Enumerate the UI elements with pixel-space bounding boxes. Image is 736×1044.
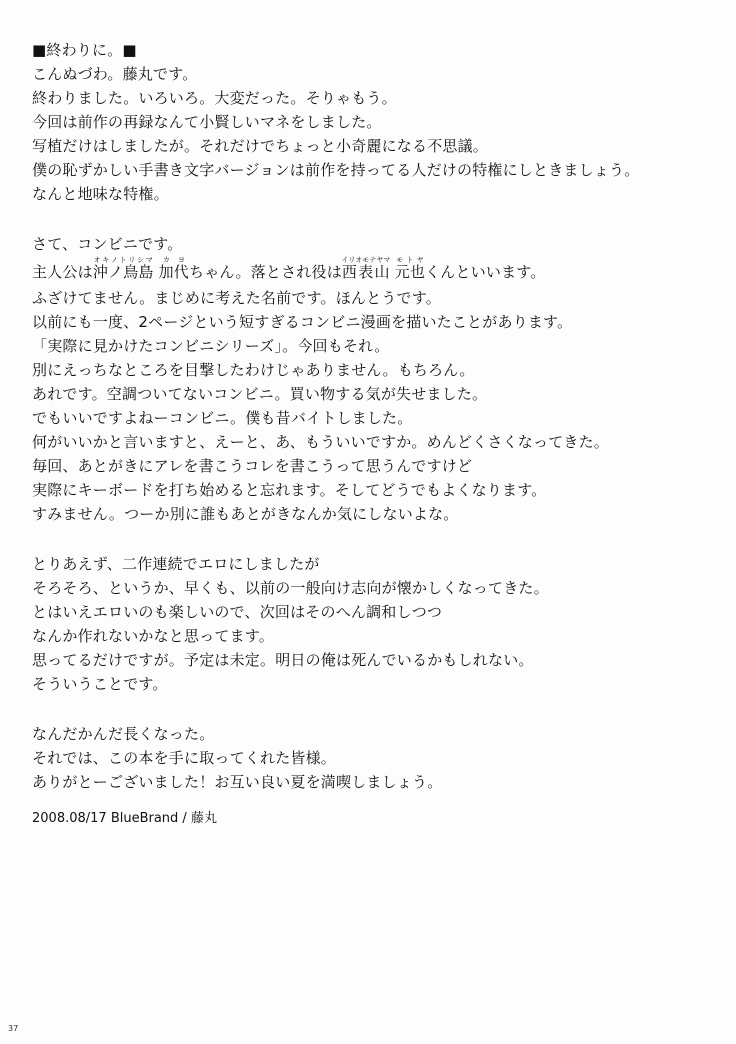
text-segment: 主人公は bbox=[32, 263, 93, 281]
text-line: 今回は前作の再録なんて小賢しいマネをしました。 bbox=[32, 113, 382, 131]
text-line: そういうことです。 bbox=[32, 675, 168, 693]
paragraph-2 bbox=[32, 232, 712, 526]
text-line: 終わりました。いろいろ。大変だった。そりゃもう。 bbox=[32, 89, 397, 107]
text-line: とはいえエロいのも楽しいので、次回はそのへん調和しつつ bbox=[32, 603, 443, 621]
text-line: こんぬづわ。藤丸です。 bbox=[32, 65, 198, 83]
paragraph-1 bbox=[32, 62, 712, 206]
afterword-text bbox=[32, 38, 712, 830]
text-segment: ちゃん。落とされ役は bbox=[189, 263, 342, 281]
text-line: ふざけてません。まじめに考えた名前です。ほんとうです。 bbox=[32, 289, 441, 307]
text-line: 何がいいかと言いますと、えーと、あ、もういいですか。めんどくさくなってきた。 bbox=[32, 433, 610, 451]
text-line: でもいいですよねーコンビニ。僕も昔バイトしました。 bbox=[32, 409, 413, 427]
text-line: ありがとーございました！お互い良い夏を満喫しましょう。 bbox=[32, 773, 443, 791]
signature: 2008.08/17 BlueBrand / 藤丸 bbox=[32, 811, 217, 826]
text-line: あれです。空調ついてないコンビニ。買い物する気が失せました。 bbox=[32, 385, 488, 403]
text-line: 以前にも一度、2ページという短すぎるコンビニ漫画を描いたことがあります。 bbox=[32, 313, 573, 331]
ruby-reading: カヨ bbox=[158, 256, 189, 264]
text-line: そろそろ、というか、早くも、以前の一般向け志向が懐かしくなってきた。 bbox=[32, 579, 549, 597]
ruby-reading: イリオモテヤマ bbox=[341, 256, 391, 264]
text-line: 毎回、あとがきにアレを書こうコレを書こうって思うんですけど bbox=[32, 457, 473, 475]
text-line: 「実際に見かけたコンビニシリーズ」。今回もそれ。 bbox=[32, 337, 390, 355]
paragraph-gap bbox=[32, 206, 712, 232]
text-line: なんだかんだ長くなった。 bbox=[32, 725, 215, 743]
text-line: なんか作れないかなと思ってます。 bbox=[32, 627, 275, 645]
hero-family-name: 沖ノ鳥島オキノトリシマ bbox=[92, 256, 154, 281]
ruby-reading: オキノトリシマ bbox=[92, 256, 154, 264]
paragraph-4 bbox=[32, 722, 712, 794]
text-line: 別にえっちなところを目撃したわけじゃありません。もちろん。 bbox=[32, 361, 475, 379]
text-line: さて、コンビニです。 bbox=[32, 235, 183, 253]
afterword-heading: ■終わりに。■ bbox=[32, 41, 137, 59]
text-line: なんと地味な特権。 bbox=[32, 185, 169, 203]
character-names-line bbox=[32, 256, 712, 286]
text-line: 僕の恥ずかしい手書き文字バージョンは前作を持ってる人だけの特権にしときましょう。 bbox=[32, 161, 640, 179]
paragraph-gap bbox=[32, 696, 712, 722]
paragraph-3 bbox=[32, 552, 712, 696]
paragraph-gap bbox=[32, 526, 712, 552]
text-line: すみません。つーか別に誰もあとがきなんか気にしないよな。 bbox=[32, 505, 459, 523]
text-line: それでは、この本を手に取ってくれた皆様。 bbox=[32, 749, 337, 767]
text-line: 写植だけはしましたが。それだけでちょっと小奇麗になる不思議。 bbox=[32, 137, 489, 155]
text-line: 実際にキーボードを打ち始めると忘れます。そしてどうでもよくなります。 bbox=[32, 481, 547, 499]
text-line: とりあえず、二作連続でエロにしましたが bbox=[32, 555, 320, 573]
text-line: 思ってるだけですが。予定は未定。明日の俺は死んでいるかもしれない。 bbox=[32, 651, 534, 669]
hero-given-name: 加代カヨ bbox=[158, 256, 189, 281]
text-segment: くんといいます。 bbox=[425, 263, 546, 281]
ruby-reading: モトヤ bbox=[394, 256, 426, 264]
page-number: 37 bbox=[8, 1024, 19, 1033]
villain-family-name: 西表山イリオモテヤマ bbox=[341, 256, 391, 281]
villain-given-name: 元也モトヤ bbox=[394, 256, 426, 281]
